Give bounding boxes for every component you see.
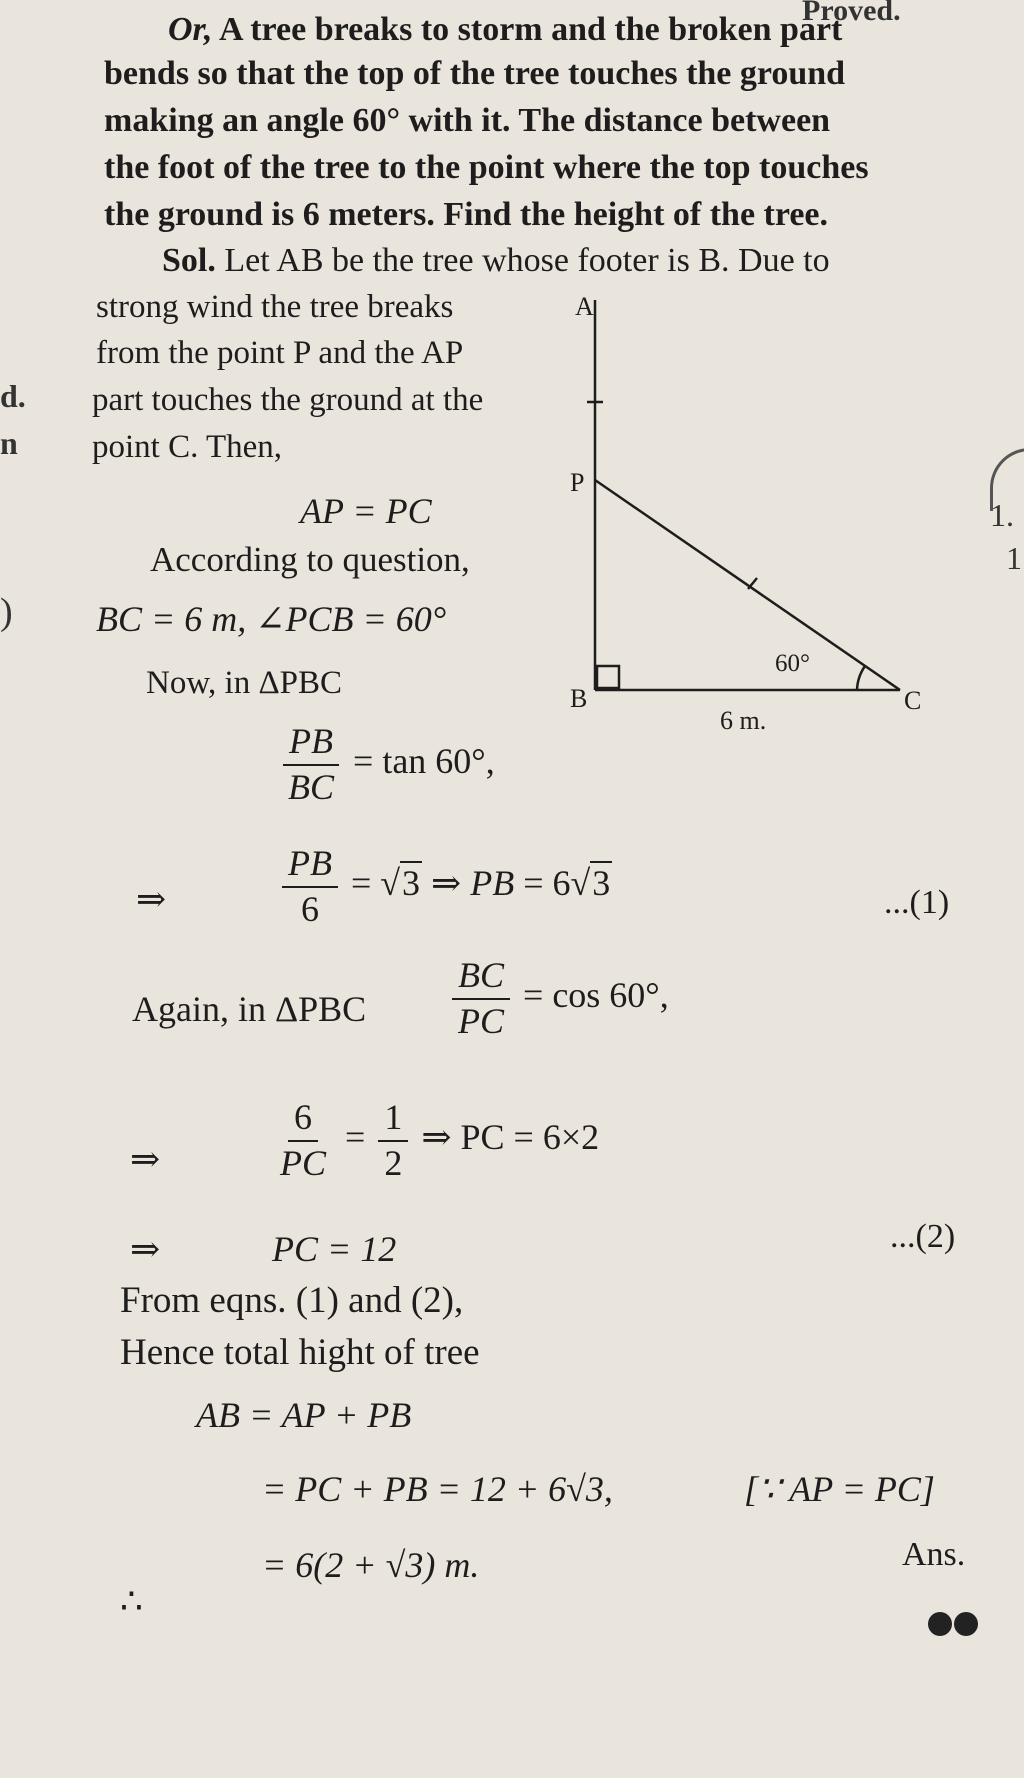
left-edge-mark: )	[0, 591, 13, 633]
given-values: BC = 6 m, ∠PCB = 60°	[96, 599, 447, 639]
fraction: $\frac{PB}{6}$	[282, 844, 338, 929]
angle-arc	[857, 666, 865, 690]
broken-part-pc	[595, 480, 900, 690]
again-in-triangle: Again, in ΔPBC	[132, 989, 367, 1029]
left-edge-mark: d.	[0, 378, 26, 414]
final-step-2: = PC + PB = 12 + 6√3,	[262, 1469, 613, 1509]
hence-total: Hence total hight of tree	[120, 1332, 480, 1373]
equation-1: $\frac{PB}{6}$ = √3 ⇒ PB = 6√3	[278, 844, 612, 929]
page-curl-mark	[990, 448, 1024, 511]
question-line-4: the foot of the tree to the point where the top touches	[104, 149, 869, 186]
solution-intro	[162, 238, 830, 284]
solution-line: point C. Then,	[92, 429, 283, 465]
question-line-5: the ground is 6 meters. Find the height of the tree.	[104, 196, 829, 233]
equation-2a: $\frac{6}{PC}$ = $\frac{1}{2}$ ⇒ PC = 6×2	[270, 1098, 599, 1183]
implies-arrow: ⇒	[130, 1139, 161, 1179]
right-edge-mark: 1.	[990, 497, 1014, 533]
equation-label-1: ...(1)	[884, 884, 950, 921]
equation-label-2: ...(2)	[890, 1218, 956, 1255]
from-eqns: From eqns. (1) and (2),	[120, 1280, 464, 1321]
cos-equation: $\frac{BC}{PC}$ = cos 60°,	[448, 956, 669, 1041]
base-label: 6 m.	[720, 706, 767, 735]
left-edge-mark: n	[0, 425, 18, 461]
or-label: Or,	[168, 11, 213, 48]
fraction: $\frac{BC}{PC}$	[452, 956, 510, 1041]
question-line-3: making an angle 60° with it. The distance between	[104, 102, 831, 139]
question-line-2: bends so that the top of the tree touches the ground	[104, 55, 846, 92]
label-p: P	[570, 468, 585, 497]
label-c: C	[904, 686, 922, 715]
fraction: $\frac{PB}{BC}$	[282, 722, 340, 807]
fraction: $\frac{6}{PC}$	[280, 1097, 327, 1183]
answer-label: Ans.	[902, 1536, 966, 1573]
label-b: B	[570, 684, 588, 713]
implies-arrow: ⇒	[136, 879, 167, 919]
final-step-3: = 6(2 + √3) m.	[262, 1545, 480, 1585]
triangle-diagram	[560, 290, 950, 730]
right-angle-mark	[597, 666, 619, 688]
sol-label: Sol.	[162, 242, 216, 279]
end-dots	[928, 1612, 980, 1641]
fraction: $\frac{1}{2}$	[378, 1098, 408, 1183]
final-step-1: AB = AP + PB	[196, 1395, 412, 1435]
solution-intro-text: Let AB be the tree whose footer is B. Due to	[224, 242, 830, 279]
question-text-line: A tree breaks to storm and the broken part	[219, 11, 843, 48]
label-a: A	[575, 292, 594, 321]
solution-line: part touches the ground at the	[92, 382, 484, 418]
right-edge-mark: 1	[1006, 540, 1022, 576]
therefore-symbol: ∴	[120, 1581, 143, 1621]
final-step-2-note: [∵ AP = PC]	[744, 1469, 935, 1509]
solution-line: strong wind the tree breaks	[96, 289, 454, 325]
proved-text: Proved.	[802, 0, 901, 27]
angle-label: 60°	[775, 650, 810, 677]
tan-equation: $\frac{PB}{BC}$ = tan 60°,	[278, 722, 495, 807]
ap-equals-pc: AP = PC	[300, 491, 432, 531]
equation-2b: PC = 12	[272, 1229, 397, 1269]
according-to-question: According to question,	[150, 540, 470, 579]
question-line-1	[168, 6, 842, 53]
now-in-triangle: Now, in ΔPBC	[146, 665, 343, 701]
solution-line: from the point P and the AP	[96, 335, 464, 371]
implies-arrow: ⇒	[130, 1229, 161, 1269]
